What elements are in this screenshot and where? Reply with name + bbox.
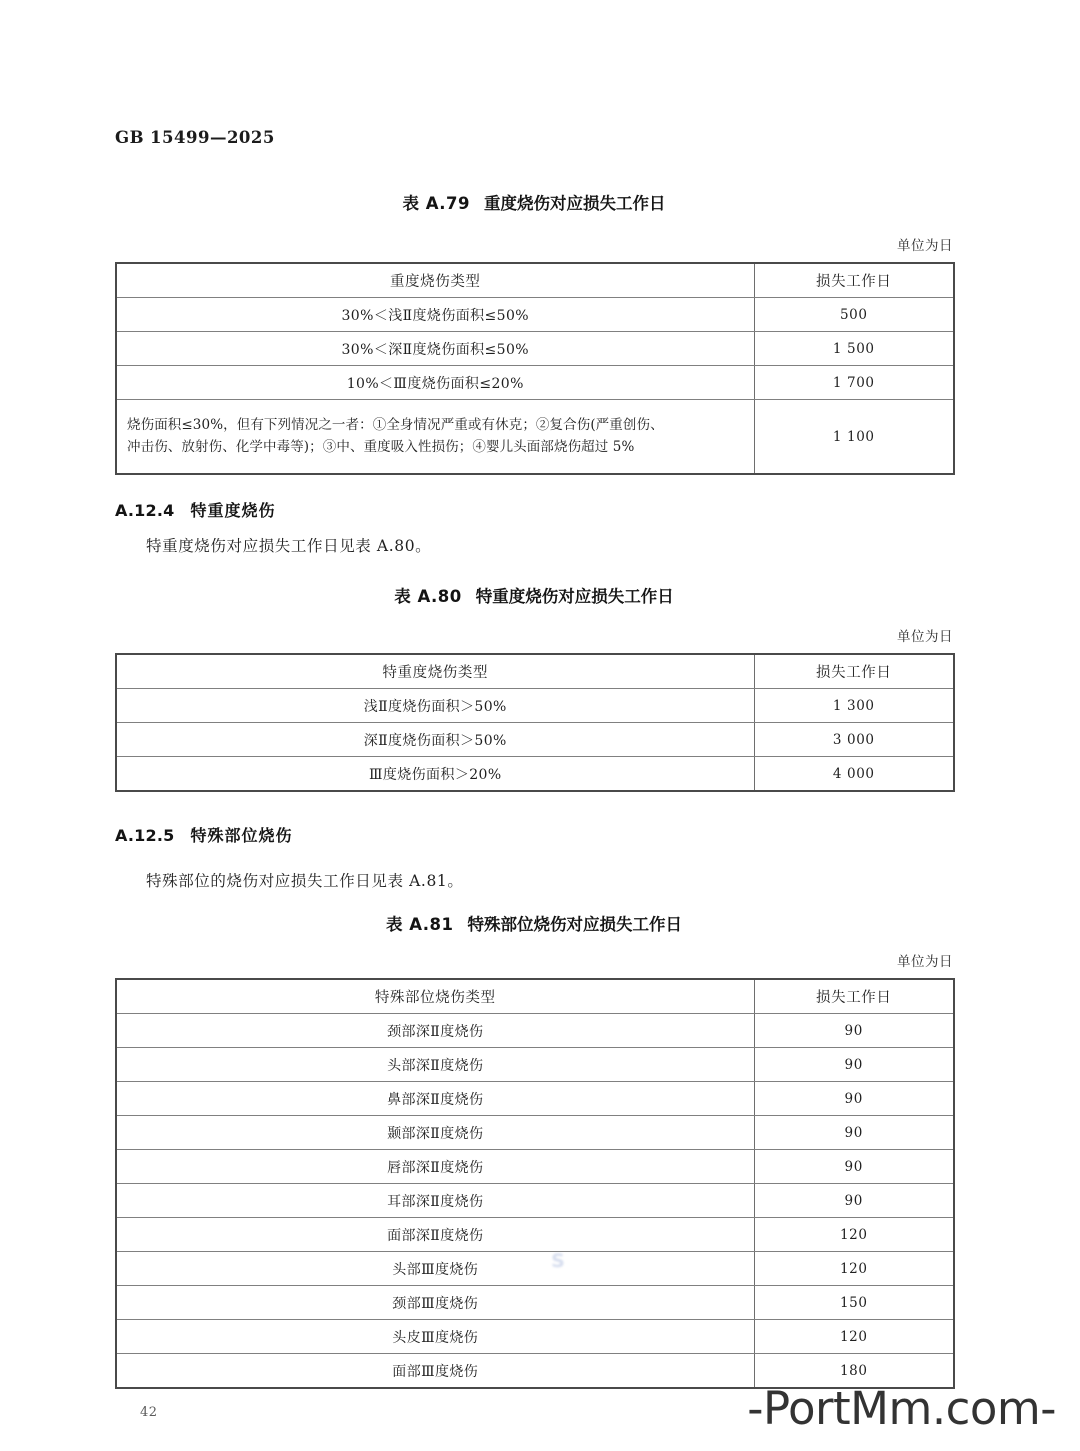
table-a81-row8-type: 颈部Ⅲ度烧伤 [116,1286,754,1320]
clause-a124-title: 特重度烧伤 [190,501,276,520]
table-row [116,1286,954,1320]
table-a79-unit-note: 单位为日 [897,238,953,254]
table-a81-row7-days: 120 [754,1252,954,1286]
table-a81-row9-type: 头皮Ⅲ度烧伤 [116,1320,754,1354]
table-a81-row5-type: 耳部深Ⅱ度烧伤 [116,1184,754,1218]
clause-a125-title: 特殊部位烧伤 [190,826,293,845]
table-a81-row4-type: 唇部深Ⅱ度烧伤 [116,1150,754,1184]
table-row [116,1218,954,1252]
table-row [116,1252,954,1286]
clause-a125-body: 特殊部位的烧伤对应损失工作日见表 A.81。 [146,872,464,890]
table-row [116,1014,954,1048]
table-a80-row2-type: Ⅲ度烧伤面积＞20% [116,757,754,792]
table-a81-row5-days: 90 [754,1184,954,1218]
table-row [116,689,954,723]
ghost-watermark-icon: S [551,1250,565,1272]
table-row [116,332,954,366]
table-a81-row9-days: 120 [754,1320,954,1354]
table-a80-row0-type: 浅Ⅱ度烧伤面积＞50% [116,689,754,723]
standard-number: 15499—2025 [150,128,275,147]
table-row [116,1048,954,1082]
table-a80-header-row [116,654,954,689]
standard-header [115,128,275,147]
table-a81-caption-label: 表 A.81 [385,915,454,934]
table-row [116,1184,954,1218]
table-a81-caption-text: 特殊部位烧伤对应损失工作日 [467,915,683,934]
table-a81-unit-note: 单位为日 [897,954,953,970]
table-row [116,723,954,757]
table-a79-col-days: 损失工作日 [754,263,954,298]
table-a80-col-type: 特重度烧伤类型 [116,654,754,689]
standard-code: GB [115,128,145,147]
table-a79-col-type: 重度烧伤类型 [116,263,754,298]
table-a81-row6-type: 面部深Ⅱ度烧伤 [116,1218,754,1252]
table-a81-row0-days: 90 [754,1014,954,1048]
table-a79-row1-days: 1 500 [754,332,954,366]
table-row [116,757,954,792]
table-a80-row1-type: 深Ⅱ度烧伤面积＞50% [116,723,754,757]
table-a79-row1-type: 30%＜深Ⅱ度烧伤面积≤50% [116,332,754,366]
table-a81 [115,978,955,1389]
table-a81-row0-type: 颈部深Ⅱ度烧伤 [116,1014,754,1048]
table-row [116,400,954,475]
clause-a124-body: 特重度烧伤对应损失工作日见表 A.80。 [146,537,432,555]
table-a81-row10-days: 180 [754,1354,954,1389]
table-row [116,298,954,332]
table-a79-caption-label: 表 A.79 [402,194,471,213]
table-a79-row2-type: 10%＜Ⅲ度烧伤面积≤20% [116,366,754,400]
table-a79-note-line2: 冲击伤、放射伤、化学中毒等)；③中、重度吸入性损伤；④婴儿头面部烧伤超过 5% [127,438,635,455]
table-a81-row1-type: 头部深Ⅱ度烧伤 [116,1048,754,1082]
table-a81-row4-days: 90 [754,1150,954,1184]
table-row [116,1116,954,1150]
clause-heading-a125 [115,823,292,846]
table-a81-row6-days: 120 [754,1218,954,1252]
table-a81-row2-days: 90 [754,1082,954,1116]
table-a81-row7-type: 头部Ⅲ度烧伤 [116,1252,754,1286]
table-row [116,1320,954,1354]
table-a79-row2-days: 1 700 [754,366,954,400]
table-a79-caption [115,190,953,214]
table-a79-caption-text: 重度烧伤对应损失工作日 [484,194,666,213]
table-row [116,1082,954,1116]
table-a81-row1-days: 90 [754,1048,954,1082]
table-a80-caption-label: 表 A.80 [394,587,462,606]
table-a81-row3-type: 颞部深Ⅱ度烧伤 [116,1116,754,1150]
table-a79-note-days: 1 100 [754,400,954,475]
table-a81-col-days: 损失工作日 [754,979,954,1014]
clause-heading-a124 [115,498,275,521]
table-a80-unit-note: 单位为日 [897,629,953,645]
table-a80-row1-days: 3 000 [754,723,954,757]
table-a80-caption [115,583,953,607]
table-a79-header-row [116,263,954,298]
table-a80-row2-days: 4 000 [754,757,954,792]
table-a79-row0-days: 500 [754,298,954,332]
table-a79-note-line1: 烧伤面积≤30%，但有下列情况之一者：①全身情况严重或有休克；②复合伤(严重创伤、 [127,416,664,433]
page-number: 42 [140,1405,158,1420]
table-a81-caption [115,911,953,935]
table-row [116,366,954,400]
table-a81-row2-type: 鼻部深Ⅱ度烧伤 [116,1082,754,1116]
table-a80-caption-text: 特重度烧伤对应损失工作日 [475,587,674,606]
table-row [116,1150,954,1184]
table-a80 [115,653,955,792]
site-watermark: -PortMm.com- [747,1382,1056,1435]
table-a79 [115,262,955,475]
table-a81-header-row [116,979,954,1014]
table-a81-row8-days: 150 [754,1286,954,1320]
clause-a125-number: A.12.5 [115,826,175,845]
table-a80-row0-days: 1 300 [754,689,954,723]
clause-a124-number: A.12.4 [115,501,175,520]
table-a81-row10-type: 面部Ⅲ度烧伤 [116,1354,754,1389]
table-a79-row0-type: 30%＜浅Ⅱ度烧伤面积≤50% [116,298,754,332]
table-a81-col-type: 特殊部位烧伤类型 [116,979,754,1014]
table-a81-row3-days: 90 [754,1116,954,1150]
table-a79-note-type [116,400,754,475]
table-a80-col-days: 损失工作日 [754,654,954,689]
